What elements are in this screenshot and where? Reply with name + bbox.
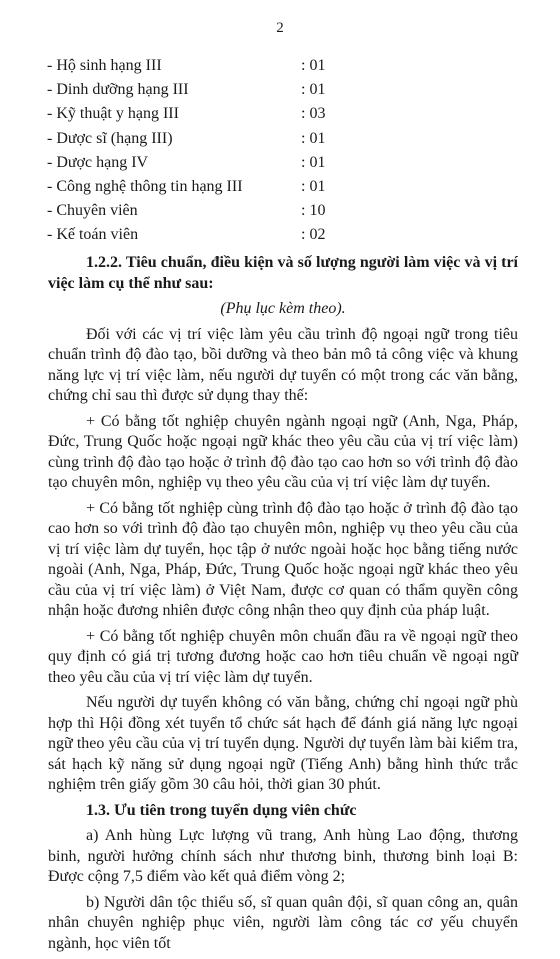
list-item [47,54,447,78]
appendix-note-text: (Phụ lục kèm theo). [220,300,346,317]
list-item [47,78,447,102]
paragraph: + Có bằng tốt nghiệp cùng trình độ đào tạo hoặc ở trình độ đào tạo cao hơn so với trình độ đào tạo chuyên môn, nghiệp vụ theo yêu cầu của vị trí việc làm dự tuyển, học tập ở nước ngoài hoặc học bằng tiếng nước ngoài (Anh, Nga, Pháp, Đức, Trung Quốc hoặc ngoại ngữ khác theo yêu cầu của vị trí việc làm) ở Việt Nam, được cơ quan có thẩm quyền công nhận hoặc đương nhiên được công nhận theo quy định của pháp luật. [48,499,518,619]
position-count: : 01 [301,129,326,147]
list-item [47,102,447,126]
position-count: : 10 [301,202,326,220]
paragraph: + Có bằng tốt nghiệp chuyên môn chuẩn đầu ra về ngoại ngữ theo quy định có giá trị tương đương hoặc cao hơn tiêu chuẩn về ngoại ngữ theo yêu cầu của vị trí việc làm dự tuyển. [48,627,518,686]
position-list [47,54,447,248]
position-label: - Dược hạng IV [47,153,149,171]
list-item [47,151,447,175]
position-label: - Công nghệ thông tin hạng III [47,177,243,195]
paragraph: b) Người dân tộc thiểu số, sĩ quan quân đội, sĩ quan công an, quân nhân chuyên nghiệp phục viên, người làm công tác cơ yếu chuyển ngành, học viên tốt [48,893,518,952]
section-heading-1-2-2: 1.2.2. Tiêu chuẩn, điều kiện và số lượng người làm việc và vị trí việc làm cụ thể như sau: [48,254,518,292]
position-label: - Kế toán viên [47,226,139,244]
paragraph: Đối với các vị trí việc làm yêu cầu trình độ ngoại ngữ trong tiêu chuẩn trình độ đào tạo, bồi dưỡng và theo bản mô tả công việc và khung năng lực vị trí việc làm, nếu người dự tuyển có một trong các văn bằng, chứng chỉ sau thì được sử dụng thay thế: [48,325,518,404]
position-count: : 01 [301,153,326,171]
position-count: : 01 [301,81,326,99]
position-count: : 02 [301,226,326,244]
position-label: - Chuyên viên [47,202,138,220]
appendix-note [48,299,518,320]
list-item [47,199,447,223]
paragraph: Nếu người dự tuyển không có văn bằng, chứng chỉ ngoại ngữ phù hợp thì Hội đồng xét tuyển tổ chức sát hạch để đánh giá năng lực ngoại ngữ theo yêu cầu của vị trí tuyển dụng. Người dự tuyển làm bài kiểm tra, sát hạch kỹ năng sử dụng ngoại ngữ (Tiếng Anh) bằng hình thức trắc nghiệm trên giấy gồm 30 câu hỏi, thời gian 30 phút. [48,694,518,793]
position-label: - Dược sĩ (hạng III) [47,129,173,147]
page-number: 2 [276,20,284,36]
paragraph: + Có bằng tốt nghiệp chuyên ngành ngoại ngữ (Anh, Nga, Pháp, Đức, Trung Quốc hoặc ngoại ngữ khác theo yêu cầu của vị trí việc làm) cùng trình độ đào tạo hoặc ở trình độ đào tạo cao hơn so với trình độ đào tạo chuyên môn, nghiệp vụ theo yêu cầu của vị trí việc làm dự tuyển. [48,412,518,491]
section-heading-1-3: 1.3. Ưu tiên trong tuyển dụng viên chức [86,801,357,819]
document-body [48,253,518,959]
position-count: : 03 [301,105,326,123]
position-label: - Hộ sinh hạng III [47,57,162,74]
position-label: - Dinh dưỡng hạng III [47,81,189,99]
list-item [47,127,447,151]
position-count: : 01 [301,57,326,74]
paragraph: a) Anh hùng Lực lượng vũ trang, Anh hùng Lao động, thương binh, người hưởng chính sách như thương binh, thương binh loại B: Được cộng 7,5 điểm vào kết quả điểm vòng 2; [48,827,518,885]
list-item [47,175,447,199]
list-item [47,223,447,247]
position-count: : 01 [301,177,326,195]
position-label: - Kỹ thuật y hạng III [47,105,179,123]
